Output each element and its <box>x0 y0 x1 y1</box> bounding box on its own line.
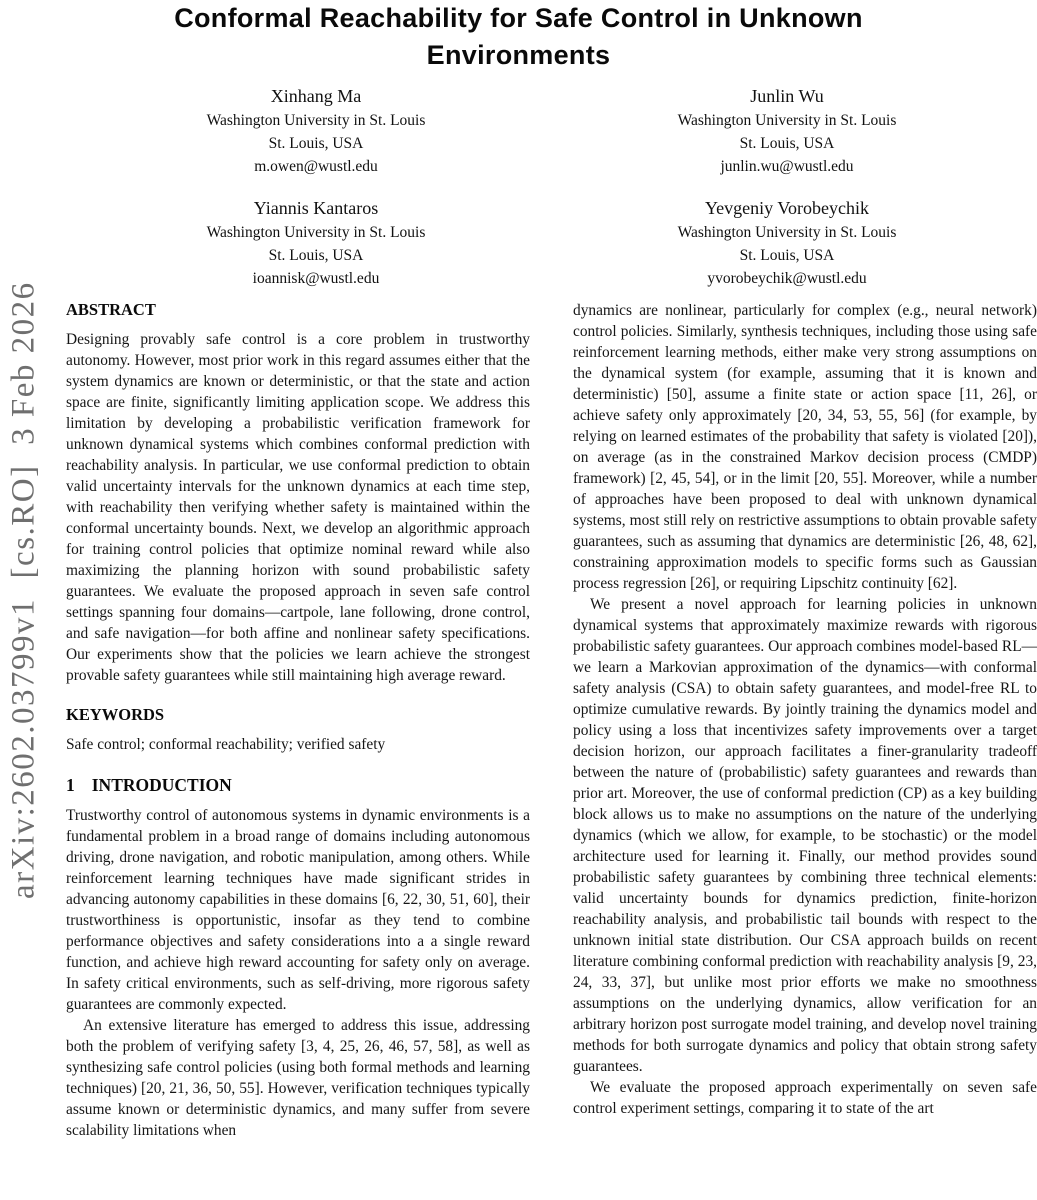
author-city: St. Louis, USA <box>739 247 835 264</box>
author-city: St. Louis, USA <box>739 135 835 152</box>
author-name: Yiannis Kantaros <box>253 198 379 218</box>
author-name: Junlin Wu <box>750 86 824 106</box>
author-affiliation: Washington University in St. Louis <box>677 224 897 241</box>
author-city: St. Louis, USA <box>268 135 364 152</box>
abstract-heading: ABSTRACT <box>66 300 156 319</box>
paper-title <box>0 0 1037 74</box>
author-email: yvorobeychik@wustl.edu <box>707 270 867 287</box>
keywords-text: Safe control; conformal reachability; verified safety <box>66 736 386 753</box>
intro-paragraph-2: An extensive literature has emerged to address this issue, addressing both the problem of verifying safety [3, 4, 25, 26, 46, 57, 58], as well as synthesizing safe control policies (using both formal methods and learning techniques) [20, 21, 36, 50, 55]. However, verification techniques typically assume known or deterministic dynamics, and many suffer from severe scalability limitations when <box>66 1017 530 1139</box>
section-title: INTRODUCTION <box>91 775 232 795</box>
author-affiliation: Washington University in St. Louis <box>206 112 426 129</box>
body-columns <box>66 300 1037 1141</box>
section-number: 1 <box>66 775 75 795</box>
author-block <box>76 196 556 290</box>
author-city: St. Louis, USA <box>268 247 364 264</box>
author-email: junlin.wu@wustl.edu <box>720 158 854 175</box>
paper-title-line1: Conformal Reachability for Safe Control in Unknown <box>174 3 863 33</box>
right-paragraph-1: dynamics are nonlinear, particularly for complex (e.g., neural network) control policies. Similarly, synthesis techniques, including those using safe reinforcement learning methods, either make very strong assumptions on the dynamical system (for example, assuming that it is known and deterministic) [50], assume a finite state or action space [11, 26], or achieve safety only approximately [20, 34, 53, 55, 56] (for example, by relying on learned estimates of the probability that safety is violated [20]), on average (as in the constrained Markov decision process (CMDP) framework) [2, 45, 54], or in the limit [20, 55]. Moreover, while a number of approaches have been proposed to deal with unknown dynamical systems, most still rely on restrictive assumptions to obtain provable safety guarantees, such as assuming that dynamics are deterministic [26, 48, 62], constraining approximation models to specific forms such as Gaussian process regression [26], or requiring Lipschitz continuity [62]. <box>573 302 1037 592</box>
intro-paragraph-1: Trustworthy control of autonomous systems in dynamic environments is a fundamental problem in a broad range of domains including autonomous driving, drone navigation, and robotic manipulation, among others. While reinforcement learning techniques have made significant strides in advancing autonomy capabilities in these domains [6, 22, 30, 51, 60], their trustworthiness is opportunistic, insofar as they tend to combine performance objectives and safety considerations into a a single reward function, and achieve high reward accounting for safety only on average. In safety critical environments, such as self-driving, more rigorous safety guarantees are commonly expected. <box>66 807 530 1013</box>
author-name: Yevgeniy Vorobeychik <box>704 198 869 218</box>
author-email: m.owen@wustl.edu <box>254 158 378 175</box>
abstract-text: Designing provably safe control is a core problem in trustworthy autonomy. However, most prior work in this regard assumes either that the system dynamics are known or deterministic, or that the state and action space are finite, significantly limiting application scope. We address this limitation by developing a probabilistic verification framework for unknown dynamical systems which combines conformal prediction with reachability analysis. In particular, we use conformal prediction to obtain valid uncertainty intervals for the unknown dynamics at each time step, with reachability then verifying whether safety is maintained within the conformal uncertainty bounds. Next, we develop an algorithmic approach for training control policies that optimize nominal reward while also maximizing the planning horizon with sound probabilistic safety guarantees. We evaluate the proposed approach in seven safe control settings spanning four domains—cartpole, lane following, drone control, and safe navigation—for both affine and nonlinear safety specifications. Our experiments show that the policies we learn achieve the strongest provable safety guarantees while still maintaining high average reward. <box>66 331 530 684</box>
author-affiliation: Washington University in St. Louis <box>677 112 897 129</box>
arxiv-watermark: arXiv:2602.03799v1 [cs.RO] 3 Feb 2026 <box>5 281 42 899</box>
author-email: ioannisk@wustl.edu <box>252 270 380 287</box>
author-block <box>547 84 1027 178</box>
author-block <box>76 84 556 178</box>
author-name: Xinhang Ma <box>270 86 362 106</box>
paper-title-line2: Environments <box>426 40 611 70</box>
author-block <box>547 196 1027 290</box>
right-column <box>573 300 1037 1141</box>
author-affiliation: Washington University in St. Louis <box>206 224 426 241</box>
right-paragraph-2: We present a novel approach for learning policies in unknown dynamical systems that approximately maximize rewards with rigorous probabilistic safety guarantees. Our approach combines model-based RL—we learn a Markovian approximation of the dynamics—with conformal safety analysis (CSA) to obtain safety guarantees, and model-free RL to optimize cumulative rewards. By jointly training the dynamics model and policy using a loss that incentivizes safety improvements over a target decision horizon, our approach facilitates a finer-granularity tradeoff between the nature of (probabilistic) safety guarantees and rewards than prior art. Moreover, the use of conformal prediction (CP) as a key building block allows us to make no assumptions on the nature of the underlying dynamics (which we allow, for example, to be stochastic) or the model architecture used for learning it. Finally, our method provides sound probabilistic safety guarantees by combining three technical elements: valid uncertainty bounds for dynamics prediction, finite-horizon reachability analysis, and probabilistic tail bounds with respect to the unknown initial state distribution. Our CSA approach builds on recent literature combining conformal prediction with reachability analysis [9, 23, 24, 33, 37], but unlike most prior efforts we make no smoothness assumptions on the underlying dynamics, allow verification for an arbitrary horizon post surrogate model training, and develop novel training methods for both surrogate dynamics and policy that obtain strong safety guarantees. <box>573 596 1037 1075</box>
author-grid <box>0 84 1037 300</box>
left-column <box>66 300 530 1141</box>
introduction-heading <box>66 776 530 795</box>
keywords-heading: KEYWORDS <box>66 705 165 724</box>
right-paragraph-3: We evaluate the proposed approach experimentally on seven safe control experiment settings, comparing it to state of the art <box>573 1079 1037 1117</box>
